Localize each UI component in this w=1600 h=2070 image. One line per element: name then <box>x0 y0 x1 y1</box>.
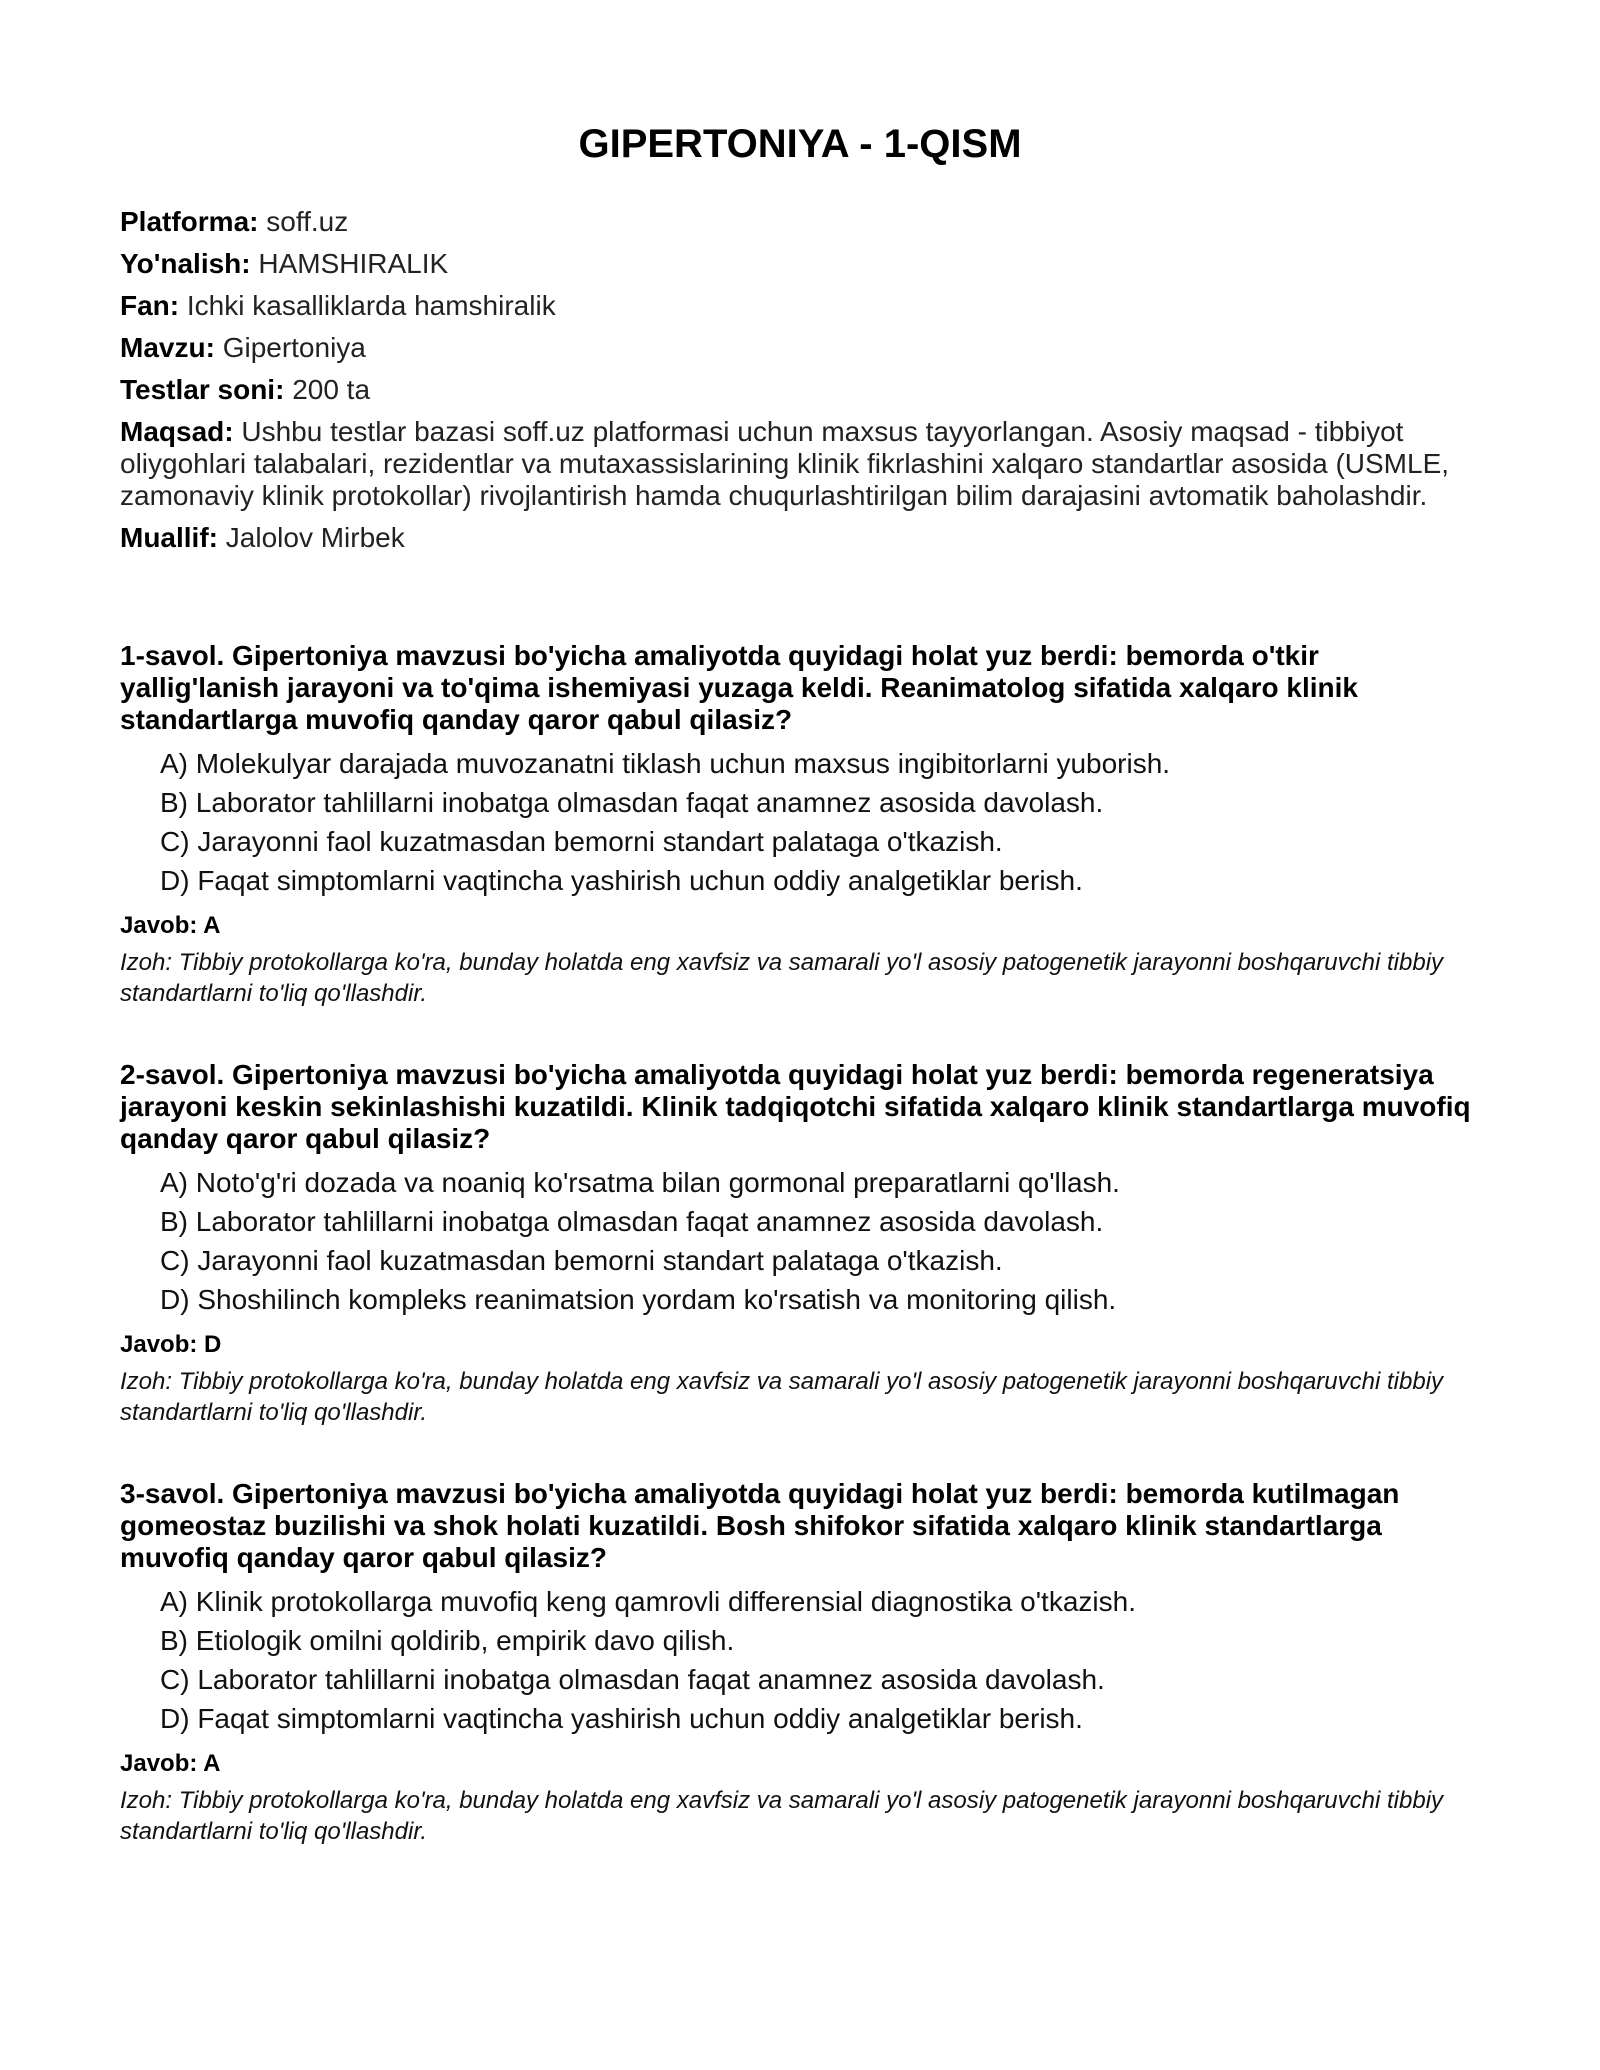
meta-author-label: Muallif: <box>120 522 218 553</box>
question-item <box>120 640 1480 1009</box>
meta-subject <box>120 290 1480 322</box>
document-title: GIPERTONIYA - 1-QISM <box>578 122 1022 166</box>
answer-options <box>120 748 1480 897</box>
correct-answer: Javob: A <box>120 1750 221 1777</box>
question-list <box>120 640 1480 1847</box>
question-text: 2-savol. Gipertoniya mavzusi bo'yicha amaliyotda quyidagi holat yuz berdi: bemorda regeneratsiya jarayoni keskin sekinlashishi kuzatildi. Klinik tadqiqotchi sifatida xalqaro klinik standartlarga muvofiq qanday qaror qabul qilasiz? <box>120 1059 1471 1154</box>
meta-test-count <box>120 374 1480 406</box>
option-c: C) Laborator tahlillarni inobatga olmasdan faqat anamnez asosida davolash. <box>160 1664 1105 1695</box>
answer-options <box>120 1586 1480 1735</box>
option-c: C) Jarayonni faol kuzatmasdan bemorni standart palataga o'tkazish. <box>160 826 1003 857</box>
meta-author-value: Jalolov Mirbek <box>225 522 405 553</box>
correct-answer: Javob: A <box>120 912 221 939</box>
question-text: 1-savol. Gipertoniya mavzusi bo'yicha amaliyotda quyidagi holat yuz berdi: bemorda o'tkir yallig'lanish jarayoni va to'qima ishemiyasi yuzaga keldi. Reanimatolog sifatida xalqaro klinik standartlarga muvofiq qanday qaror qabul qilasiz? <box>120 640 1358 735</box>
option-b: B) Etiologik omilni qoldirib, empirik davo qilish. <box>160 1625 735 1656</box>
meta-platform-label: Platforma: <box>120 206 259 237</box>
option-c: C) Jarayonni faol kuzatmasdan bemorni standart palataga o'tkazish. <box>160 1245 1003 1276</box>
meta-direction-label: Yo'nalish: <box>120 248 251 279</box>
option-b: B) Laborator tahlillarni inobatga olmasdan faqat anamnez asosida davolash. <box>160 1206 1104 1237</box>
question-text: 3-savol. Gipertoniya mavzusi bo'yicha amaliyotda quyidagi holat yuz berdi: bemorda kutilmagan gomeostaz buzilishi va shok holati kuzatildi. Bosh shifokor sifatida xalqaro klinik standartlarga muvofiq qanday qaror qabul qilasiz? <box>120 1478 1400 1573</box>
answer-explanation: Izoh: Tibbiy protokollarga ko'ra, bunday holatda eng xavfsiz va samarali yo'l asosiy patogenetik jarayonni boshqaruvchi tibbiy standartlarni to'liq qo'llashdir. <box>120 1368 1444 1426</box>
meta-purpose <box>120 416 1480 512</box>
meta-subject-label: Fan: <box>120 290 180 321</box>
meta-topic <box>120 332 1480 364</box>
answer-explanation: Izoh: Tibbiy protokollarga ko'ra, bunday holatda eng xavfsiz va samarali yo'l asosiy patogenetik jarayonni boshqaruvchi tibbiy standartlarni to'liq qo'llashdir. <box>120 1787 1444 1845</box>
meta-author <box>120 522 1480 554</box>
answer-explanation: Izoh: Tibbiy protokollarga ko'ra, bunday holatda eng xavfsiz va samarali yo'l asosiy patogenetik jarayonni boshqaruvchi tibbiy standartlarni to'liq qo'llashdir. <box>120 949 1444 1007</box>
meta-test-count-value: 200 ta <box>292 374 371 405</box>
option-b: B) Laborator tahlillarni inobatga olmasdan faqat anamnez asosida davolash. <box>160 787 1104 818</box>
correct-answer: Javob: D <box>120 1331 222 1358</box>
option-d: D) Faqat simptomlarni vaqtincha yashirish uchun oddiy analgetiklar berish. <box>160 1703 1083 1734</box>
option-a: A) Noto'g'ri dozada va noaniq ko'rsatma bilan gormonal preparatlarni qo'llash. <box>160 1167 1120 1198</box>
meta-purpose-value: Ushbu testlar bazasi soff.uz platformasi uchun maxsus tayyorlangan. Asosiy maqsad - tibbiyot oliygohlari talabalari, rezidentlar va mutaxassislarining klinik fikrlashini xalqaro standartlar asosida (USMLE, zamonaviy klinik protokollar) rivojlantirish hamda chuqurlashtirilgan bilim darajasini avtomatik baholashdir. <box>120 416 1450 511</box>
question-item <box>120 1478 1480 1847</box>
option-a: A) Molekulyar darajada muvozanatni tiklash uchun maxsus ingibitorlarni yuborish. <box>160 748 1171 779</box>
meta-direction <box>120 248 1480 280</box>
answer-options <box>120 1167 1480 1316</box>
document-metadata <box>120 206 1480 554</box>
meta-purpose-label: Maqsad: <box>120 416 234 447</box>
option-d: D) Faqat simptomlarni vaqtincha yashirish uchun oddiy analgetiklar berish. <box>160 865 1083 896</box>
option-a: A) Klinik protokollarga muvofiq keng qamrovli differensial diagnostika o'tkazish. <box>160 1586 1136 1617</box>
meta-direction-value: HAMSHIRALIK <box>258 248 449 279</box>
meta-platform <box>120 206 1480 238</box>
meta-platform-value: soff.uz <box>266 206 349 237</box>
meta-subject-value: Ichki kasalliklarda hamshiralik <box>186 290 556 321</box>
question-item <box>120 1059 1480 1428</box>
meta-topic-value: Gipertoniya <box>222 332 366 363</box>
option-d: D) Shoshilinch kompleks reanimatsion yordam ko'rsatish va monitoring qilish. <box>160 1284 1117 1315</box>
meta-topic-label: Mavzu: <box>120 332 215 363</box>
meta-test-count-label: Testlar soni: <box>120 374 285 405</box>
